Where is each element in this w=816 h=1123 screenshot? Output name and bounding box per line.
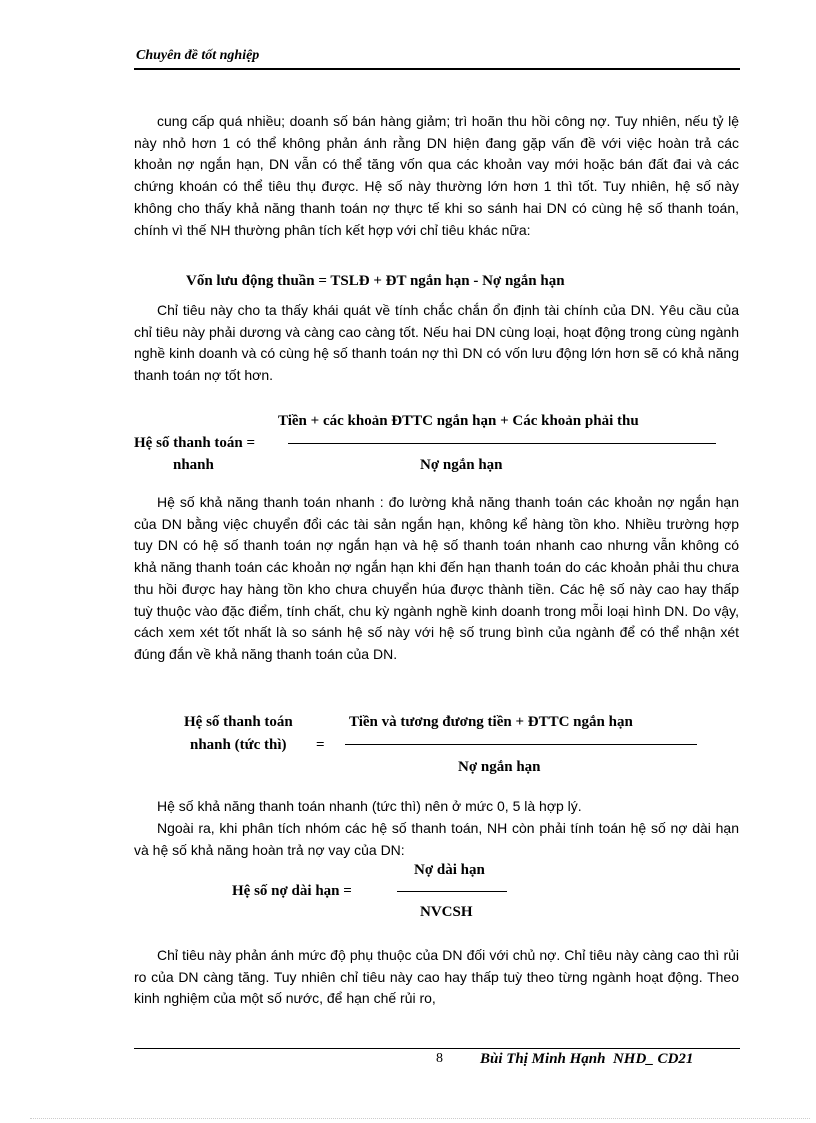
instant-equals: = <box>316 737 325 753</box>
paragraph-1: cung cấp quá nhiều; doanh số bán hàng giảm; trì hoãn thu hồi công nợ. Tuy nhiên, nếu tỷ lệ này nhỏ hơn 1 có thể không phản ánh rằng DN hiện đang gặp vấn đề với việc hoàn trả các khoản nợ ngắn hạn, DN vẫn có thể tăng vốn qua các khoản vay mới hoặc bán đất đai và các chứng khoán có thể tiêu thụ được. Hệ số này thường lớn hơn 1 thì tốt. Tuy nhiên, hệ số này không cho thấy khả năng thanh toán nợ thực tế khi so sánh hai DN có cùng hệ số thanh toán, chính vì thế NH thường phân tích kết hợp với chỉ tiêu khác nữa: <box>134 113 739 238</box>
quick-label-line1: Hệ số thanh toán = <box>134 435 256 451</box>
paragraph-3: Hệ số khả năng thanh toán nhanh : đo lường khả năng thanh toán các khoản nợ ngắn hạn của DN bằng việc chuyển đổi các tài sản ngắn hạn, không kể hàng tồn kho. Nhiều trường hợp tuy DN có hệ số thanh toán nợ ngắn hạn và hệ số thanh toán nhanh cao nhưng vẫn không có khả năng thanh toán các khoản nợ ngắn hạn khi đến hạn thanh toán do các khoản phải thu chưa thu hồi được hay hàng tồn kho chưa chuyển húa được thành tiền. Các hệ số này cao hay thấp tuỳ thuộc vào đặc điểm, tính chất, chu kỳ ngành nghề kinh doanh trong mỗi loại hình DN. Do vậy, cách xem xét tốt nhất là so sánh hệ số này với hệ số trung bình của ngành để có thể nhận xét đúng đắn về khả năng thanh toán của DN. <box>134 494 739 662</box>
quick-fraction-line <box>288 443 716 444</box>
paragraph-6: Chỉ tiêu này phản ánh mức độ phụ thuộc của DN đối với chủ nợ. Chỉ tiêu này càng cao thì rủi ro của DN càng tăng. Tuy nhiên chỉ tiêu này cao hay thấp tuỳ theo từng ngành hoạt động. Theo kinh nghiệm của một số nước, để hạn chế rủi ro, <box>134 947 739 1007</box>
page-edge-divider <box>30 1118 810 1119</box>
footer-divider <box>134 1048 740 1049</box>
instant-label-line2: nhanh (tức thì) <box>190 737 287 753</box>
paragraph-4: Hệ số khả năng thanh toán nhanh (tức thì) nên ở mức 0, 5 là hợp lý. <box>157 798 582 814</box>
instant-label-line1: Hệ số thanh toán <box>184 714 293 730</box>
paragraph-5: Ngoài ra, khi phân tích nhóm các hệ số thanh toán, NH còn phải tính toán hệ số nợ dài hạn và hệ số khả năng hoàn trả nợ vay của DN: <box>134 820 739 858</box>
quick-label-line2: nhanh <box>173 457 214 473</box>
paragraph-2: Chỉ tiêu này cho ta thấy khái quát về tính chắc chắn ổn định tài chính của DN. Yêu cầu của chỉ tiêu này phải dương và càng cao càng tốt. Nếu hai DN cùng loại, hoạt động trong cùng ngành nghề kinh doanh và có cùng hệ số thanh toán nợ thì DN có vốn lưu động lớn hơn sẽ có khả năng thanh toán nợ tốt hơn. <box>134 302 739 384</box>
header-divider <box>134 68 740 70</box>
long-term-fraction-line <box>397 891 507 892</box>
footer-author: Bùi Thị Minh Hạnh NHD_ CD21 <box>480 1051 694 1067</box>
page-number: 8 <box>436 1051 443 1066</box>
instant-denominator: Nợ ngắn hạn <box>458 759 541 775</box>
quick-denominator: Nợ ngắn hạn <box>420 457 503 473</box>
long-term-numerator: Nợ dài hạn <box>414 862 485 878</box>
long-term-denominator: NVCSH <box>420 904 473 920</box>
header-title: Chuyên đề tốt nghiệp <box>136 48 260 63</box>
quick-numerator: Tiền + các khoản ĐTTC ngắn hạn + Các khoản phải thu <box>278 413 639 429</box>
instant-fraction-line <box>345 744 697 745</box>
instant-numerator: Tiền và tương đương tiền + ĐTTC ngắn hạn <box>349 714 633 730</box>
long-term-label: Hệ số nợ dài hạn = <box>232 883 352 899</box>
formula-working-capital: Vốn lưu động thuần = TSLĐ + ĐT ngắn hạn - Nợ ngắn hạn <box>186 273 565 289</box>
